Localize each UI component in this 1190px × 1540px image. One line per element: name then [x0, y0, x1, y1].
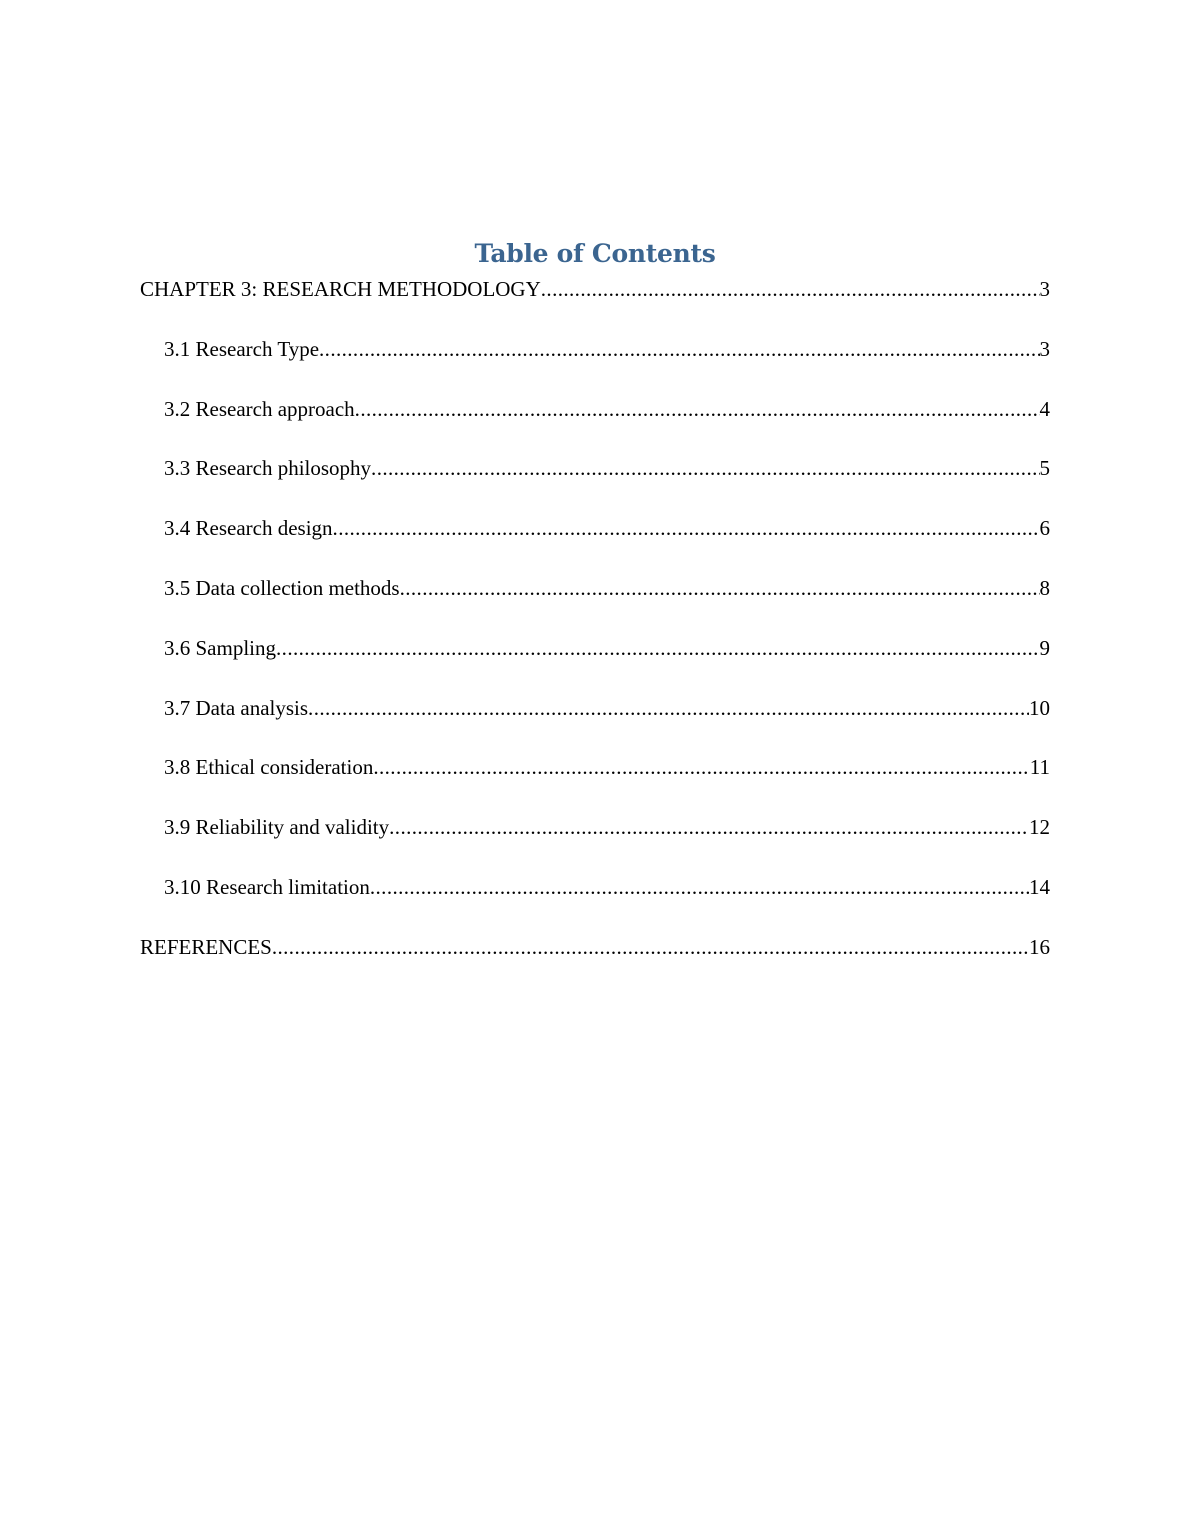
- toc-entry-label: 3.7 Data analysis: [164, 695, 309, 720]
- toc-entry-label: 3.1 Research Type: [164, 336, 320, 361]
- toc-entry-page: 8: [1039, 575, 1050, 600]
- toc-entry[interactable]: [140, 453, 1050, 483]
- toc-entry-label: 3.8 Ethical consideration: [164, 755, 374, 780]
- toc-entry[interactable]: [140, 334, 1050, 364]
- toc-list: [140, 274, 1050, 992]
- toc-entry[interactable]: [140, 274, 1050, 304]
- dot-leader: [272, 932, 1029, 962]
- toc-title: Table of Contents: [474, 239, 716, 268]
- dot-leader: [371, 453, 1039, 483]
- toc-entry[interactable]: [140, 394, 1050, 424]
- dot-leader: [333, 513, 1040, 543]
- dot-leader: [308, 693, 1029, 723]
- toc-entry-page: 11: [1029, 755, 1050, 780]
- dot-leader: [276, 633, 1039, 663]
- toc-entry-label: REFERENCES: [140, 934, 272, 959]
- toc-entry[interactable]: [140, 513, 1050, 543]
- toc-entry-page: 12: [1029, 815, 1050, 840]
- toc-entry[interactable]: [140, 812, 1050, 842]
- toc-entry-label: 3.3 Research philosophy: [164, 456, 372, 481]
- dot-leader: [373, 752, 1029, 782]
- toc-entry[interactable]: [140, 932, 1050, 962]
- toc-entry[interactable]: [140, 573, 1050, 603]
- toc-entry-label: 3.4 Research design: [164, 516, 333, 541]
- toc-entry-label: 3.5 Data collection methods: [164, 575, 400, 600]
- toc-entry-page: 3: [1039, 277, 1050, 301]
- toc-entry-page: 10: [1029, 695, 1050, 720]
- dot-leader: [400, 573, 1040, 603]
- dot-leader: [541, 274, 1040, 304]
- toc-entry-page: 6: [1039, 516, 1050, 541]
- toc-entry-page: 16: [1029, 934, 1050, 959]
- toc-entry-page: 4: [1039, 396, 1050, 421]
- toc-entry[interactable]: [140, 633, 1050, 663]
- toc-entry-label: 3.9 Reliability and validity: [164, 815, 390, 840]
- toc-entry-page: 5: [1039, 456, 1050, 481]
- dot-leader: [355, 394, 1040, 424]
- dot-leader: [319, 334, 1039, 364]
- toc-entry[interactable]: [140, 752, 1050, 782]
- toc-entry-page: 3: [1039, 336, 1050, 361]
- dot-leader: [389, 812, 1029, 842]
- toc-entry[interactable]: [140, 872, 1050, 902]
- toc-entry-page: 9: [1039, 635, 1050, 660]
- dot-leader: [370, 872, 1029, 902]
- toc-entry[interactable]: [140, 693, 1050, 723]
- toc-entry-label: CHAPTER 3: RESEARCH METHODOLOGY: [140, 277, 541, 301]
- toc-entry-label: 3.2 Research approach: [164, 396, 355, 421]
- toc-entry-page: 14: [1029, 874, 1050, 899]
- toc-entry-label: 3.6 Sampling: [164, 635, 277, 660]
- toc-entry-label: 3.10 Research limitation: [164, 874, 370, 899]
